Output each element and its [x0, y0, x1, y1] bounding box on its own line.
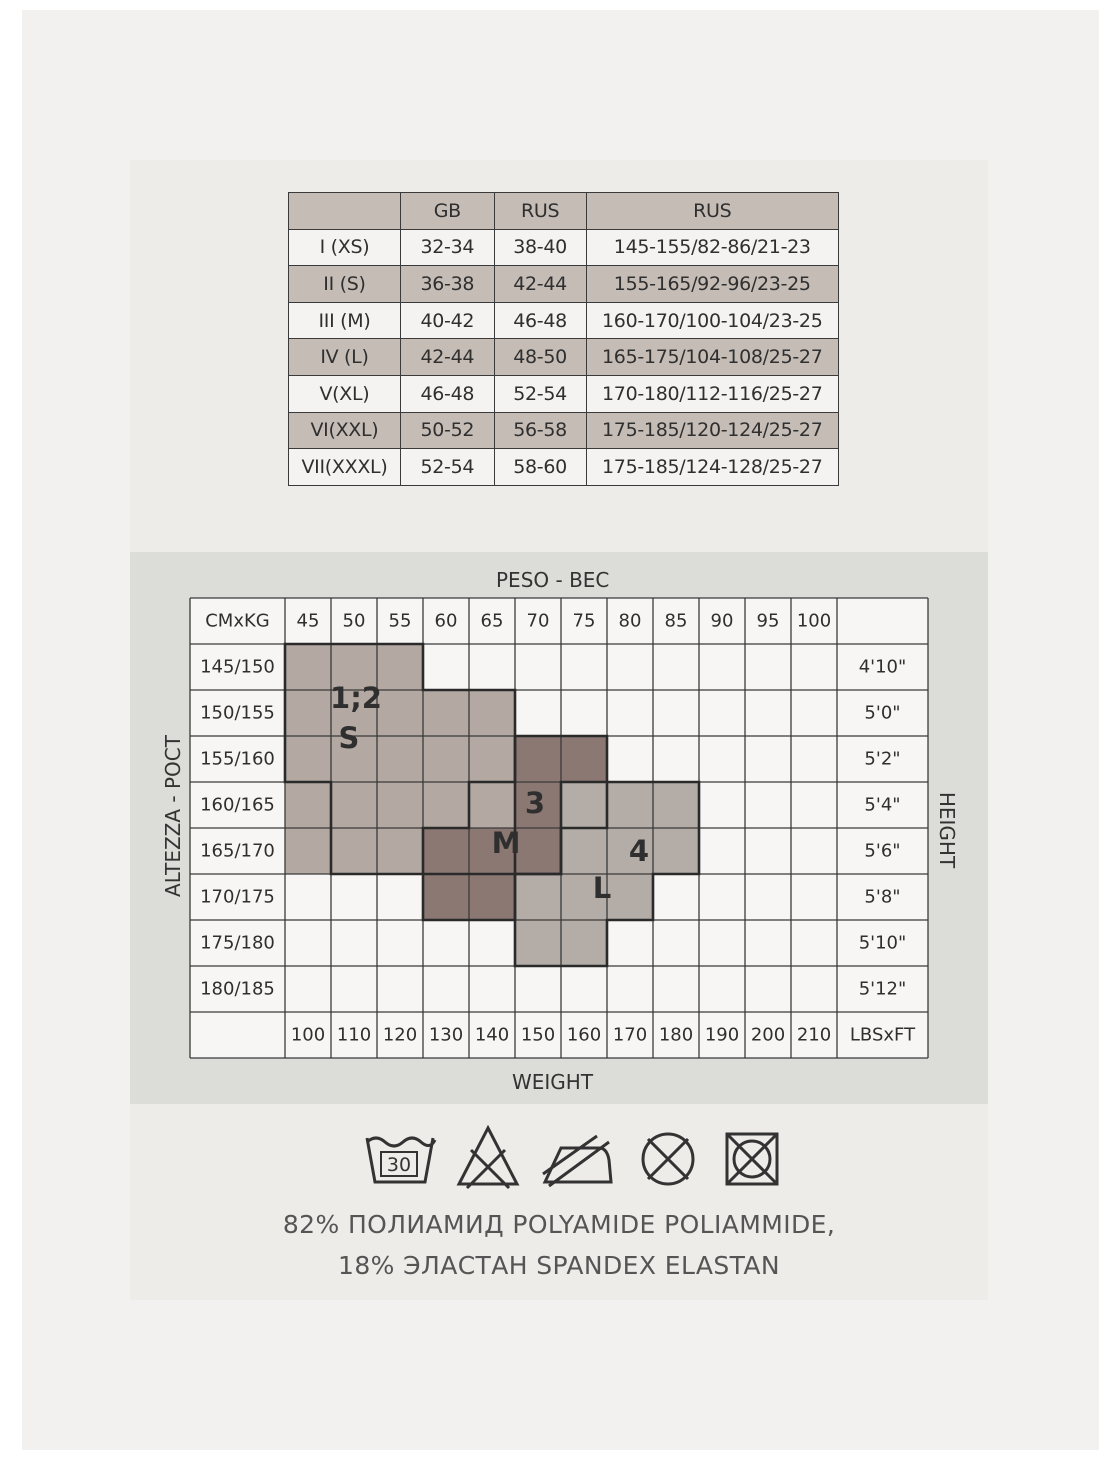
no-dry-clean-square-icon — [721, 1128, 783, 1190]
ft-tick-label: 4'10" — [858, 656, 907, 678]
kg-tick-label: 60 — [434, 610, 458, 632]
cm-tick-label: 160/165 — [200, 794, 275, 816]
lbs-tick-label: 120 — [382, 1024, 418, 1046]
lbs-tick-label: 100 — [290, 1024, 326, 1046]
lbs-tick-label: 210 — [796, 1024, 832, 1046]
size-zone-l — [515, 874, 653, 920]
measure-cell: 165-175/104-108/25-27 — [586, 339, 838, 376]
kg-tick-label: 65 — [480, 610, 504, 632]
lbs-tick-label: 200 — [750, 1024, 786, 1046]
cm-tick-label: 145/150 — [200, 656, 275, 678]
rus-cell: 42-44 — [494, 266, 586, 303]
ft-tick-label: 5'6" — [864, 840, 901, 862]
corner-label-cmxkg: CMxKG — [205, 610, 270, 632]
gb-cell: 52-54 — [400, 449, 494, 486]
measure-cell: 175-185/124-128/25-27 — [586, 449, 838, 486]
lbs-tick-label: 150 — [520, 1024, 556, 1046]
rus-cell: 56-58 — [494, 412, 586, 449]
no-tumble-dry-icon — [637, 1128, 699, 1190]
cm-tick-label: 150/155 — [200, 702, 275, 724]
lbs-tick-label: 170 — [612, 1024, 648, 1046]
zone-size-label: S — [338, 721, 360, 755]
size-cell: II (S) — [289, 266, 401, 303]
gb-cell: 50-52 — [400, 412, 494, 449]
measure-cell: 145-155/82-86/21-23 — [586, 229, 838, 266]
fabric-composition-line-1: 82% ПОЛИАМИД POLYAMIDE POLIAMMIDE, — [282, 1210, 836, 1239]
rus-cell: 52-54 — [494, 375, 586, 412]
rus-cell: 46-48 — [494, 302, 586, 339]
chart-left-title: ALTEZZA - РОСТ — [161, 735, 185, 897]
kg-tick-label: 55 — [388, 610, 412, 632]
rus-cell: 58-60 — [494, 449, 586, 486]
header-cell: RUS — [494, 193, 586, 230]
measure-cell: 160-170/100-104/23-25 — [586, 302, 838, 339]
measure-cell: 170-180/112-116/25-27 — [586, 375, 838, 412]
zone-size-label: M — [491, 826, 521, 860]
kg-tick-label: 50 — [342, 610, 366, 632]
gb-cell: 36-38 — [400, 266, 494, 303]
chart-top-title: PESO - ВЕС — [496, 568, 610, 592]
kg-tick-label: 90 — [710, 610, 734, 632]
size-cell: IV (L) — [289, 339, 401, 376]
ft-tick-label: 5'8" — [864, 886, 901, 908]
size-cell: III (M) — [289, 302, 401, 339]
rus-cell: 48-50 — [494, 339, 586, 376]
zone-size-label: L — [592, 871, 612, 905]
wash-30-icon — [363, 1128, 437, 1190]
size-cell: V(XL) — [289, 375, 401, 412]
wash-temp-label: 30 — [386, 1154, 412, 1176]
kg-tick-label: 75 — [572, 610, 596, 632]
chart-bottom-title: WEIGHT — [512, 1070, 594, 1094]
corner-label-lbsxft: LBSxFT — [849, 1024, 916, 1046]
measure-cell: 155-165/92-96/23-25 — [586, 266, 838, 303]
kg-tick-label: 70 — [526, 610, 550, 632]
care-symbols — [355, 1122, 795, 1202]
ft-tick-label: 5'2" — [864, 748, 901, 770]
gb-cell: 42-44 — [400, 339, 494, 376]
bleach-triangle-icon — [455, 1124, 521, 1190]
ft-tick-label: 5'0" — [864, 702, 901, 724]
ft-tick-label: 5'4" — [864, 794, 901, 816]
cm-tick-label: 155/160 — [200, 748, 275, 770]
fabric-composition-line-2: 18% ЭЛАСТАН SPANDEX ELASTAN — [338, 1251, 780, 1280]
gb-cell: 40-42 — [400, 302, 494, 339]
size-cell: VII(XXXL) — [289, 449, 401, 486]
header-cell: GB — [400, 193, 494, 230]
kg-tick-label: 100 — [796, 610, 832, 632]
lbs-tick-label: 110 — [336, 1024, 372, 1046]
cm-tick-label: 180/185 — [200, 978, 275, 1000]
rus-cell: 38-40 — [494, 229, 586, 266]
kg-tick-label: 95 — [756, 610, 780, 632]
zone-number-label: 3 — [524, 786, 546, 820]
header-cell: RUS — [586, 193, 838, 230]
zone-number-label: 4 — [628, 834, 650, 868]
size-cell: VI(XXL) — [289, 412, 401, 449]
size-cell: I (XS) — [289, 229, 401, 266]
chart-right-title: HEIGHT — [935, 791, 959, 869]
gb-cell: 32-34 — [400, 229, 494, 266]
iron-icon — [539, 1130, 615, 1190]
kg-tick-label: 80 — [618, 610, 642, 632]
measure-cell: 175-185/120-124/25-27 — [586, 412, 838, 449]
lbs-tick-label: 130 — [428, 1024, 464, 1046]
lbs-tick-label: 160 — [566, 1024, 602, 1046]
cm-tick-label: 175/180 — [200, 932, 275, 954]
kg-tick-label: 45 — [296, 610, 320, 632]
gb-cell: 46-48 — [400, 375, 494, 412]
cm-tick-label: 165/170 — [200, 840, 275, 862]
cm-tick-label: 170/175 — [200, 886, 275, 908]
lbs-tick-label: 190 — [704, 1024, 740, 1046]
kg-tick-label: 85 — [664, 610, 688, 632]
lbs-tick-label: 180 — [658, 1024, 694, 1046]
ft-tick-label: 5'12" — [858, 978, 907, 1000]
zone-number-label: 1;2 — [330, 681, 382, 715]
ft-tick-label: 5'10" — [858, 932, 907, 954]
lbs-tick-label: 140 — [474, 1024, 510, 1046]
